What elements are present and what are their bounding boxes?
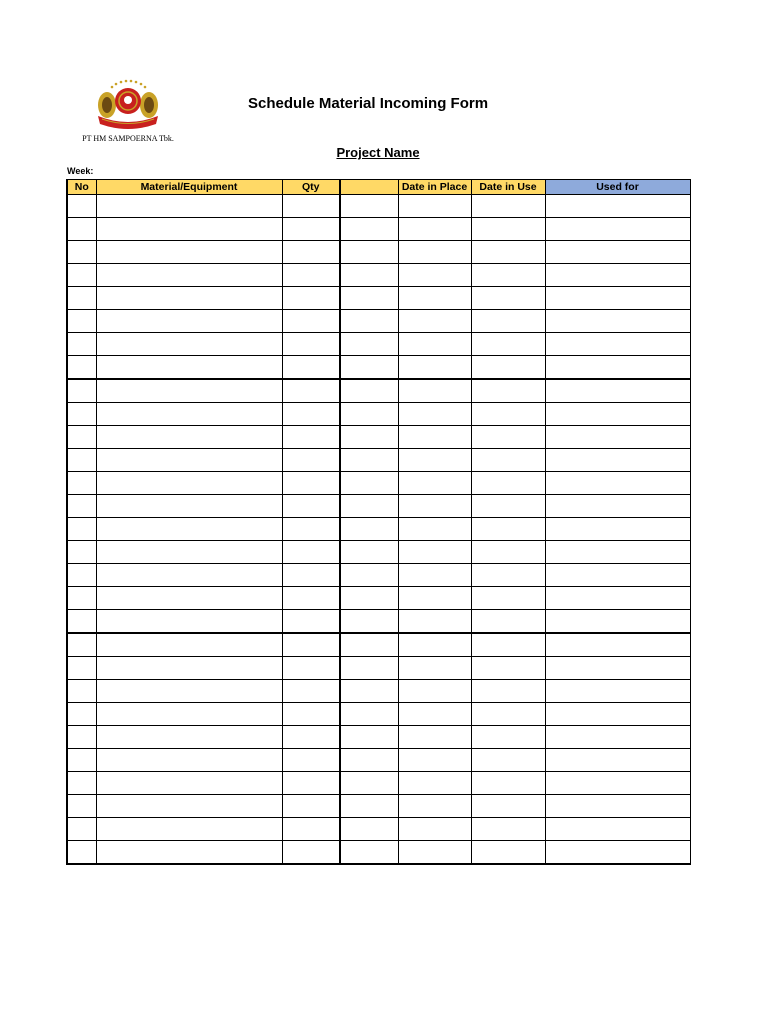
cell-blank[interactable] <box>340 610 398 634</box>
cell-used-for[interactable] <box>545 287 690 310</box>
cell-material[interactable] <box>96 703 282 726</box>
table-row <box>67 587 690 610</box>
cell-no[interactable] <box>67 449 96 472</box>
table-row <box>67 241 690 264</box>
cell-used-for[interactable] <box>545 610 690 634</box>
cell-date-in-use[interactable] <box>471 657 545 680</box>
cell-qty[interactable] <box>282 841 340 865</box>
table-row <box>67 564 690 587</box>
cell-used-for[interactable] <box>545 726 690 749</box>
cell-date-in-place[interactable] <box>398 379 471 403</box>
cell-qty[interactable] <box>282 772 340 795</box>
table-row <box>67 657 690 680</box>
cell-blank[interactable] <box>340 472 398 495</box>
cell-material[interactable] <box>96 495 282 518</box>
table-row <box>67 633 690 657</box>
cell-material[interactable] <box>96 518 282 541</box>
cell-no[interactable] <box>67 564 96 587</box>
table-row <box>67 356 690 380</box>
table-row <box>67 680 690 703</box>
cell-no[interactable] <box>67 657 96 680</box>
cell-date-in-use[interactable] <box>471 680 545 703</box>
cell-no[interactable] <box>67 495 96 518</box>
cell-used-for[interactable] <box>545 564 690 587</box>
cell-blank[interactable] <box>340 749 398 772</box>
cell-material[interactable] <box>96 379 282 403</box>
cell-material[interactable] <box>96 657 282 680</box>
cell-no[interactable] <box>67 333 96 356</box>
cell-qty[interactable] <box>282 680 340 703</box>
cell-no[interactable] <box>67 426 96 449</box>
cell-date-in-place[interactable] <box>398 564 471 587</box>
cell-used-for[interactable] <box>545 749 690 772</box>
table-row <box>67 703 690 726</box>
cell-qty[interactable] <box>282 518 340 541</box>
cell-used-for[interactable] <box>545 541 690 564</box>
cell-no[interactable] <box>67 795 96 818</box>
cell-date-in-use[interactable] <box>471 218 545 241</box>
cell-no[interactable] <box>67 472 96 495</box>
cell-blank[interactable] <box>340 587 398 610</box>
cell-qty[interactable] <box>282 610 340 634</box>
cell-no[interactable] <box>67 680 96 703</box>
cell-qty[interactable] <box>282 818 340 841</box>
table-row <box>67 841 690 865</box>
cell-material[interactable] <box>96 680 282 703</box>
table-row <box>67 403 690 426</box>
cell-qty[interactable] <box>282 703 340 726</box>
cell-blank[interactable] <box>340 772 398 795</box>
cell-qty[interactable] <box>282 241 340 264</box>
cell-blank[interactable] <box>340 195 398 218</box>
cell-no[interactable] <box>67 195 96 218</box>
cell-used-for[interactable] <box>545 472 690 495</box>
cell-qty[interactable] <box>282 264 340 287</box>
cell-qty[interactable] <box>282 310 340 333</box>
cell-material[interactable] <box>96 610 282 634</box>
cell-date-in-use[interactable] <box>471 495 545 518</box>
cell-material[interactable] <box>96 541 282 564</box>
cell-date-in-use[interactable] <box>471 633 545 657</box>
cell-no[interactable] <box>67 749 96 772</box>
table-row <box>67 795 690 818</box>
cell-blank[interactable] <box>340 564 398 587</box>
cell-no[interactable] <box>67 379 96 403</box>
cell-no[interactable] <box>67 241 96 264</box>
cell-used-for[interactable] <box>545 495 690 518</box>
cell-used-for[interactable] <box>545 772 690 795</box>
cell-no[interactable] <box>67 633 96 657</box>
cell-date-in-place[interactable] <box>398 518 471 541</box>
column-header-date-in-place: Date in Place <box>398 180 471 195</box>
cell-material[interactable] <box>96 749 282 772</box>
cell-no[interactable] <box>67 772 96 795</box>
cell-blank[interactable] <box>340 818 398 841</box>
cell-qty[interactable] <box>282 749 340 772</box>
cell-blank[interactable] <box>340 379 398 403</box>
table-row <box>67 195 690 218</box>
cell-used-for[interactable] <box>545 426 690 449</box>
cell-blank[interactable] <box>340 241 398 264</box>
table-row <box>67 472 690 495</box>
cell-qty[interactable] <box>282 287 340 310</box>
cell-date-in-place[interactable] <box>398 241 471 264</box>
table-row <box>67 287 690 310</box>
cell-date-in-place[interactable] <box>398 610 471 634</box>
cell-no[interactable] <box>67 403 96 426</box>
cell-date-in-use[interactable] <box>471 795 545 818</box>
cell-date-in-place[interactable] <box>398 680 471 703</box>
cell-no[interactable] <box>67 310 96 333</box>
cell-used-for[interactable] <box>545 218 690 241</box>
week-label: Week: <box>67 166 94 176</box>
cell-no[interactable] <box>67 541 96 564</box>
cell-date-in-use[interactable] <box>471 287 545 310</box>
cell-qty[interactable] <box>282 657 340 680</box>
logo-company-name: PT HM SAMPOERNA Tbk. <box>82 134 174 143</box>
cell-date-in-place[interactable] <box>398 195 471 218</box>
cell-used-for[interactable] <box>545 703 690 726</box>
cell-blank[interactable] <box>340 657 398 680</box>
cell-date-in-place[interactable] <box>398 703 471 726</box>
column-header-qty: Qty <box>282 180 340 195</box>
cell-used-for[interactable] <box>545 518 690 541</box>
cell-qty[interactable] <box>282 541 340 564</box>
cell-used-for[interactable] <box>545 333 690 356</box>
cell-used-for[interactable] <box>545 680 690 703</box>
table-row <box>67 726 690 749</box>
cell-blank[interactable] <box>340 356 398 380</box>
cell-material[interactable] <box>96 587 282 610</box>
cell-used-for[interactable] <box>545 841 690 865</box>
cell-no[interactable] <box>67 287 96 310</box>
cell-blank[interactable] <box>340 403 398 426</box>
cell-material[interactable] <box>96 726 282 749</box>
table-row <box>67 379 690 403</box>
cell-blank[interactable] <box>340 518 398 541</box>
cell-date-in-use[interactable] <box>471 264 545 287</box>
cell-blank[interactable] <box>340 333 398 356</box>
cell-qty[interactable] <box>282 333 340 356</box>
cell-qty[interactable] <box>282 218 340 241</box>
cell-qty[interactable] <box>282 379 340 403</box>
cell-used-for[interactable] <box>545 264 690 287</box>
cell-no[interactable] <box>67 818 96 841</box>
cell-material[interactable] <box>96 426 282 449</box>
cell-date-in-use[interactable] <box>471 310 545 333</box>
cell-date-in-place[interactable] <box>398 333 471 356</box>
cell-date-in-place[interactable] <box>398 264 471 287</box>
cell-date-in-place[interactable] <box>398 841 471 865</box>
table-row <box>67 749 690 772</box>
cell-date-in-use[interactable] <box>471 449 545 472</box>
cell-material[interactable] <box>96 795 282 818</box>
cell-date-in-place[interactable] <box>398 657 471 680</box>
cell-used-for[interactable] <box>545 356 690 380</box>
project-name: Project Name <box>336 145 420 160</box>
cell-date-in-place[interactable] <box>398 795 471 818</box>
cell-no[interactable] <box>67 726 96 749</box>
cell-used-for[interactable] <box>545 795 690 818</box>
cell-blank[interactable] <box>340 795 398 818</box>
table-row <box>67 310 690 333</box>
cell-date-in-use[interactable] <box>471 818 545 841</box>
cell-blank[interactable] <box>340 218 398 241</box>
cell-date-in-use[interactable] <box>471 749 545 772</box>
cell-used-for[interactable] <box>545 195 690 218</box>
cell-used-for[interactable] <box>545 449 690 472</box>
sampoerna-crest-icon <box>94 78 162 134</box>
cell-blank[interactable] <box>340 541 398 564</box>
cell-no[interactable] <box>67 518 96 541</box>
cell-date-in-place[interactable] <box>398 541 471 564</box>
cell-used-for[interactable] <box>545 310 690 333</box>
cell-no[interactable] <box>67 841 96 865</box>
cell-date-in-place[interactable] <box>398 587 471 610</box>
cell-material[interactable] <box>96 841 282 865</box>
cell-blank[interactable] <box>340 495 398 518</box>
table-row <box>67 426 690 449</box>
form-title: Schedule Material Incoming Form <box>248 95 489 112</box>
cell-qty[interactable] <box>282 495 340 518</box>
cell-blank[interactable] <box>340 426 398 449</box>
cell-date-in-use[interactable] <box>471 564 545 587</box>
cell-material[interactable] <box>96 310 282 333</box>
cell-material[interactable] <box>96 356 282 380</box>
cell-material[interactable] <box>96 472 282 495</box>
cell-date-in-place[interactable] <box>398 426 471 449</box>
table-row <box>67 449 690 472</box>
column-header-date-in-use: Date in Use <box>471 180 545 195</box>
cell-material[interactable] <box>96 287 282 310</box>
cell-date-in-use[interactable] <box>471 195 545 218</box>
material-schedule-table <box>66 179 691 865</box>
cell-used-for[interactable] <box>545 379 690 403</box>
table-row <box>67 333 690 356</box>
cell-date-in-place[interactable] <box>398 356 471 380</box>
cell-date-in-use[interactable] <box>471 587 545 610</box>
cell-used-for[interactable] <box>545 241 690 264</box>
cell-blank[interactable] <box>340 287 398 310</box>
cell-material[interactable] <box>96 218 282 241</box>
table-row <box>67 495 690 518</box>
cell-date-in-place[interactable] <box>398 495 471 518</box>
cell-used-for[interactable] <box>545 818 690 841</box>
cell-date-in-place[interactable] <box>398 818 471 841</box>
cell-qty[interactable] <box>282 426 340 449</box>
cell-date-in-use[interactable] <box>471 772 545 795</box>
column-header-blank <box>340 180 398 195</box>
cell-date-in-place[interactable] <box>398 218 471 241</box>
cell-date-in-use[interactable] <box>471 541 545 564</box>
table-row <box>67 218 690 241</box>
column-header-no: No <box>67 180 96 195</box>
cell-material[interactable] <box>96 333 282 356</box>
cell-no[interactable] <box>67 610 96 634</box>
cell-material[interactable] <box>96 195 282 218</box>
table-header-row <box>67 180 690 195</box>
cell-date-in-use[interactable] <box>471 379 545 403</box>
cell-blank[interactable] <box>340 310 398 333</box>
cell-used-for[interactable] <box>545 587 690 610</box>
cell-date-in-use[interactable] <box>471 703 545 726</box>
cell-qty[interactable] <box>282 449 340 472</box>
cell-blank[interactable] <box>340 726 398 749</box>
cell-qty[interactable] <box>282 587 340 610</box>
cell-no[interactable] <box>67 587 96 610</box>
table-row <box>67 610 690 634</box>
cell-material[interactable] <box>96 772 282 795</box>
cell-date-in-use[interactable] <box>471 518 545 541</box>
cell-blank[interactable] <box>340 264 398 287</box>
cell-date-in-use[interactable] <box>471 356 545 380</box>
cell-date-in-use[interactable] <box>471 241 545 264</box>
cell-qty[interactable] <box>282 564 340 587</box>
cell-date-in-use[interactable] <box>471 333 545 356</box>
cell-date-in-place[interactable] <box>398 310 471 333</box>
cell-qty[interactable] <box>282 195 340 218</box>
cell-date-in-place[interactable] <box>398 449 471 472</box>
cell-blank[interactable] <box>340 703 398 726</box>
cell-used-for[interactable] <box>545 657 690 680</box>
cell-blank[interactable] <box>340 841 398 865</box>
cell-date-in-place[interactable] <box>398 287 471 310</box>
cell-qty[interactable] <box>282 356 340 380</box>
table-row <box>67 264 690 287</box>
table-row <box>67 772 690 795</box>
cell-blank[interactable] <box>340 680 398 703</box>
cell-blank[interactable] <box>340 449 398 472</box>
cell-no[interactable] <box>67 356 96 380</box>
cell-no[interactable] <box>67 218 96 241</box>
cell-date-in-place[interactable] <box>398 633 471 657</box>
cell-material[interactable] <box>96 564 282 587</box>
cell-qty[interactable] <box>282 472 340 495</box>
cell-date-in-use[interactable] <box>471 610 545 634</box>
column-header-used-for: Used for <box>545 180 690 195</box>
cell-date-in-place[interactable] <box>398 749 471 772</box>
cell-date-in-place[interactable] <box>398 472 471 495</box>
table-row <box>67 818 690 841</box>
cell-no[interactable] <box>67 703 96 726</box>
cell-date-in-use[interactable] <box>471 403 545 426</box>
cell-date-in-use[interactable] <box>471 726 545 749</box>
cell-date-in-use[interactable] <box>471 841 545 865</box>
cell-material[interactable] <box>96 403 282 426</box>
cell-blank[interactable] <box>340 633 398 657</box>
cell-no[interactable] <box>67 264 96 287</box>
cell-used-for[interactable] <box>545 633 690 657</box>
cell-qty[interactable] <box>282 726 340 749</box>
table-row <box>67 518 690 541</box>
cell-qty[interactable] <box>282 403 340 426</box>
cell-used-for[interactable] <box>545 403 690 426</box>
cell-material[interactable] <box>96 449 282 472</box>
cell-date-in-use[interactable] <box>471 472 545 495</box>
cell-material[interactable] <box>96 818 282 841</box>
cell-date-in-place[interactable] <box>398 403 471 426</box>
cell-material[interactable] <box>96 264 282 287</box>
cell-qty[interactable] <box>282 633 340 657</box>
company-logo <box>80 78 176 146</box>
table-row <box>67 541 690 564</box>
column-header-material: Material/Equipment <box>96 180 282 195</box>
cell-qty[interactable] <box>282 795 340 818</box>
cell-material[interactable] <box>96 241 282 264</box>
cell-date-in-place[interactable] <box>398 726 471 749</box>
cell-material[interactable] <box>96 633 282 657</box>
cell-date-in-use[interactable] <box>471 426 545 449</box>
cell-date-in-place[interactable] <box>398 772 471 795</box>
